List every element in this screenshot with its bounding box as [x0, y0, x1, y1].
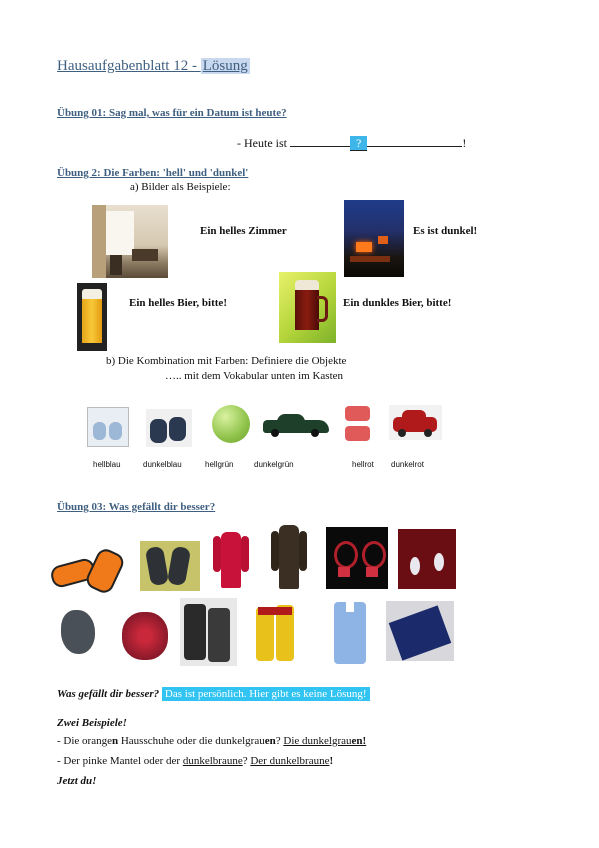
lightgreen-balloon-photo — [212, 405, 250, 443]
caption-bright-room: Ein helles Zimmer — [200, 225, 287, 237]
vocab-dunkelgruen: dunkelgrün — [254, 460, 294, 469]
black-ski-boots-photo — [180, 598, 237, 666]
vocab-dunkelblau: dunkelblau — [143, 460, 182, 469]
red-earrings-photo — [326, 527, 388, 589]
caption-light-beer: Ein helles Bier, bitte! — [129, 297, 227, 309]
ex3-question-line — [57, 688, 370, 700]
examples-heading: Zwei Beispiele! — [57, 717, 127, 729]
exercise-2-heading: Übung 2: Die Farben: 'hell' und 'dunkel' — [57, 167, 249, 179]
brown-coat-photo — [269, 523, 309, 591]
exercise-1-heading: Übung 01: Sag mal, was für ein Datum ist heute? — [57, 107, 287, 119]
darkred-car-photo — [389, 405, 442, 440]
exercise-2-sub-b-line1: b) Die Kombination mit Farben: Definiere die Objekte — [106, 355, 347, 367]
yellow-ski-boots-photo — [254, 601, 298, 665]
exercise-2-sub-a: a) Bilder als Beispiele: — [130, 181, 231, 193]
navy-shirt-photo — [386, 601, 454, 661]
exercise-2-sub-b-line2: ….. mit dem Vokabular unten im Kasten — [165, 370, 344, 382]
dark-beer-photo — [279, 272, 336, 343]
vocab-hellblau: hellblau — [93, 460, 121, 469]
vocab-dunkelrot: dunkelrot — [391, 460, 424, 469]
example-2: - Der pinke Mantel oder der dunkelbraune? Der dunkelbraune! — [57, 755, 334, 767]
date-answer-field[interactable]: ? — [350, 136, 367, 151]
dark-house-photo — [344, 200, 404, 277]
orange-slippers-photo — [51, 546, 127, 596]
bright-room-photo — [92, 205, 168, 278]
lightblue-slippers-photo — [87, 407, 129, 447]
caption-dark-beer: Ein dunkles Bier, bitte! — [343, 297, 452, 309]
example-1: - Die orangen Hausschuhe oder die dunkelgrauen? Die dunkelgrauen! — [57, 735, 367, 747]
exercise-3-heading: Übung 03: Was gefällt dir besser? — [57, 501, 216, 513]
vocab-hellgruen: hellgrün — [205, 460, 234, 469]
darkblue-slippers-photo — [146, 409, 192, 447]
closing-line: Jetzt du! — [57, 775, 97, 787]
exercise-1-sentence: - Heute ist ? ! — [237, 136, 467, 150]
title-highlight: Lösung — [202, 58, 248, 74]
light-beer-photo — [77, 283, 107, 351]
vocab-hellrot: hellrot — [352, 460, 374, 469]
silver-earrings-photo — [398, 529, 456, 589]
blue-shirt-photo — [328, 598, 373, 668]
caption-dark: Es ist dunkel! — [413, 225, 478, 237]
ex3-answer: Das ist persönlich. Hier gibt es keine Lösung! — [162, 687, 370, 701]
darkgreen-car-photo — [263, 410, 330, 438]
page-title: Hausaufgabenblatt 12 - Lösung — [57, 58, 248, 74]
gray-scarf-photo — [57, 606, 101, 664]
ex3-question: Was gefällt dir besser? — [57, 688, 160, 700]
lightred-cars-photo — [343, 404, 372, 444]
gray-slippers-photo — [140, 541, 200, 591]
red-scarf-photo — [116, 606, 174, 666]
pink-coat-photo — [211, 528, 251, 591]
